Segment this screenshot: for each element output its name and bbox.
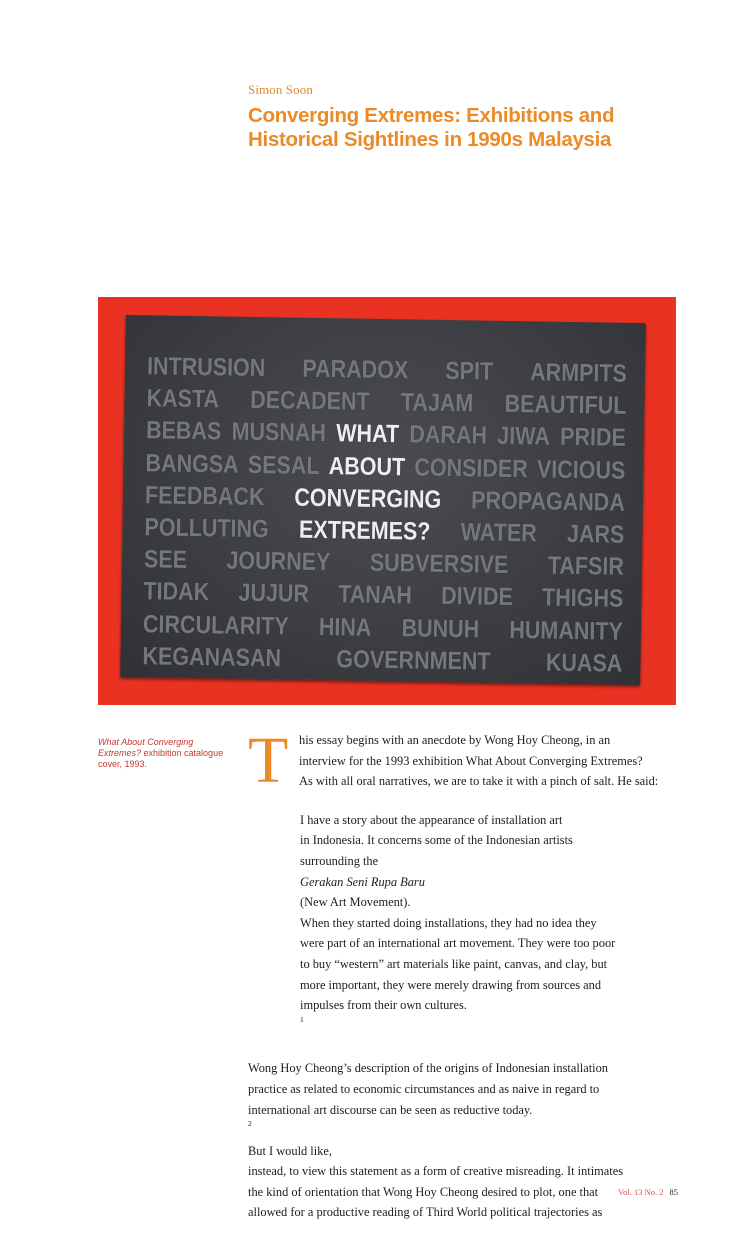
quote-line: were part of an international art movement. They were too poor — [300, 936, 616, 951]
quote-line: in Indonesia. It concerns some of the Indonesian artists — [300, 833, 573, 848]
text-line: allowed for a productive reading of Third World political trajectories as — [248, 1205, 603, 1220]
board-word: KASTA — [146, 384, 220, 414]
board-word: THIGHS — [541, 583, 624, 614]
figure-caption — [98, 737, 228, 770]
board-word: TIDAK — [143, 577, 210, 607]
board-word: PRIDE — [559, 423, 627, 453]
board-text-line — [146, 416, 626, 454]
board-word: PROPAGANDA — [470, 486, 626, 517]
board-word: SPIT — [445, 356, 494, 386]
text-line: interview for the 1993 exhibition What About Converging Extremes? — [299, 753, 643, 768]
board-word: KEGANASAN — [142, 642, 282, 673]
quote-line: more important, they were merely drawing from sources and — [300, 977, 602, 992]
board-word: BEBAS — [145, 416, 222, 446]
quote-line: I have a story about the appearance of installation art — [300, 812, 563, 827]
text-line: As with all oral narratives, we are to take it with a pinch of salt. He said: — [299, 774, 659, 789]
board-word: DARAH — [409, 420, 488, 451]
author-name: Simon Soon — [248, 82, 313, 97]
board-text-line — [143, 577, 623, 615]
board-text-line — [144, 512, 624, 550]
board-word: ARMPITS — [529, 358, 628, 388]
board-word: BEAUTIFUL — [504, 390, 627, 420]
footnote-ref[interactable]: 1 — [300, 1014, 304, 1024]
board-word: JUJUR — [238, 579, 310, 609]
page-footer — [618, 1187, 678, 1197]
board-word: MUSNAH — [231, 418, 327, 448]
page-number: 85 — [669, 1187, 678, 1197]
board-text-line — [146, 383, 626, 421]
caption-text: exhibition catalogue cover, 1993. — [98, 748, 224, 769]
catalogue-cover-figure — [98, 297, 676, 705]
board-word: CONSIDER — [414, 453, 529, 483]
engraved-board — [120, 315, 646, 685]
board-word: JIWA — [497, 422, 551, 452]
quote-line: to buy “western” art materials like paint, canvas, and clay, but — [300, 956, 608, 971]
board-word: SESAL — [247, 450, 320, 480]
board-word: FEEDBACK — [144, 481, 265, 511]
quote-line: When they started doing installations, they had no idea they — [300, 915, 597, 930]
quote-line — [300, 995, 690, 1036]
text-line: Wong Hoy Cheong’s description of the origins of Indonesian installation — [248, 1061, 608, 1076]
journal-issue: Vol. 13 No. 2 — [618, 1187, 664, 1197]
footnote-ref[interactable]: 2 — [248, 1119, 252, 1129]
board-word: WATER — [460, 518, 537, 548]
board-word: BUNUH — [401, 613, 480, 644]
text-line: practice as related to economic circumstances and as naive in regard to — [248, 1081, 600, 1096]
board-word-highlighted: EXTREMES? — [298, 515, 431, 546]
board-word: SUBVERSIVE — [369, 548, 509, 580]
board-word-highlighted: WHAT — [335, 419, 400, 449]
title-line: Converging Extremes: Exhibitions and — [248, 104, 615, 127]
board-text-line — [142, 641, 622, 679]
text-line — [248, 1100, 688, 1162]
line-text: international art discourse can be seen as reductive today. — [248, 1102, 533, 1117]
line-text: But I would like, — [248, 1143, 332, 1158]
board-word-highlighted: CONVERGING — [294, 483, 442, 514]
board-text-line — [143, 609, 623, 647]
board-word: KUASA — [545, 648, 623, 678]
paragraph-2 — [248, 1058, 688, 1223]
board-word: HUMANITY — [509, 615, 624, 646]
movement-name: Gerakan Seni Rupa Baru — [300, 874, 425, 889]
board-word: INTRUSION — [146, 352, 266, 383]
caption-title: What About Converging Extremes? — [98, 737, 194, 758]
text-line: the kind of orientation that Wong Hoy Cheong desired to plot, one that — [248, 1184, 599, 1199]
board-word: POLLUTING — [144, 513, 269, 544]
board-word-highlighted: ABOUT — [328, 451, 406, 481]
board-text-line — [145, 480, 625, 518]
paragraph-1 — [248, 724, 688, 797]
quote-text: impulses from their own cultures. — [300, 998, 467, 1013]
board-word: DIVIDE — [440, 582, 514, 612]
drop-cap: T — [248, 724, 289, 797]
article-title — [248, 104, 688, 152]
board-word: GOVERNMENT — [336, 645, 491, 676]
article-body — [248, 724, 688, 1223]
quote-text: surrounding the — [300, 853, 379, 868]
quote-text: (New Art Movement). — [300, 895, 411, 910]
title-line: Historical Sightlines in 1990s Malaysia — [248, 128, 612, 151]
board-word: JARS — [566, 519, 625, 549]
board-word: JOURNEY — [226, 546, 331, 577]
text-line: instead, to view this statement as a form of creative misreading. It intimates — [248, 1164, 624, 1179]
board-word: SEE — [143, 545, 188, 575]
board-word: HINA — [318, 612, 372, 642]
board-text-line — [147, 351, 627, 389]
board-word: TANAH — [338, 580, 413, 610]
block-quote — [300, 810, 690, 1037]
board-word: VICIOUS — [536, 455, 626, 485]
quote-line — [300, 851, 690, 913]
board-word: TAJAM — [400, 388, 474, 418]
text-line: his essay begins with an anecdote by Wong Hoy Cheong, in an — [299, 733, 611, 747]
board-word: PARADOX — [302, 354, 409, 385]
board-word: TAFSIR — [547, 551, 625, 581]
board-text-line — [144, 544, 624, 582]
board-word: CIRCULARITY — [142, 609, 289, 641]
board-word: DECADENT — [250, 386, 370, 416]
board-text-line — [145, 448, 625, 486]
board-word: BANGSA — [145, 448, 239, 479]
